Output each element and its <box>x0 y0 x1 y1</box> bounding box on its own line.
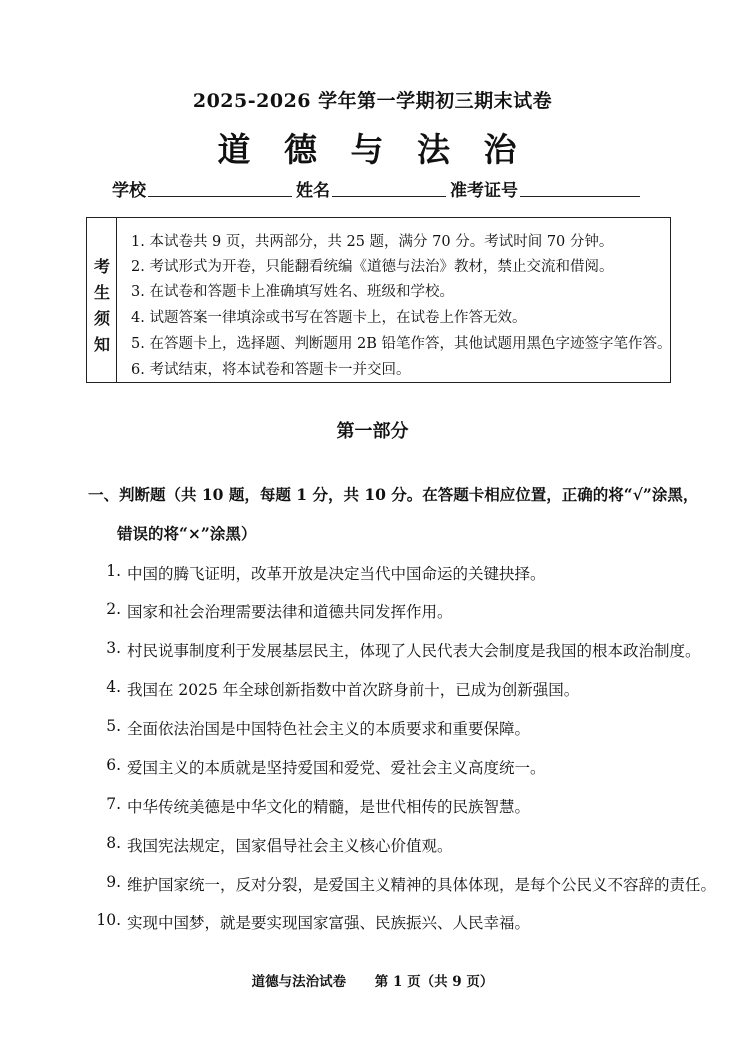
question-text: 我国宪法规定，国家倡导社会主义核心价值观。 <box>127 837 453 855</box>
name-label: 姓名 <box>296 181 330 201</box>
notice-item: 3. 在试卷和答题卡上准确填写姓名、班级和学校。 <box>131 284 454 300</box>
question-item <box>106 756 546 778</box>
question-instruction: 一、判断题（共 10 题，每题 1 分，共 10 分。在答题卡相应位置，正确的将“√”涂黑， <box>88 485 699 504</box>
school-blank[interactable] <box>148 196 292 197</box>
question-number: 2. <box>106 600 121 618</box>
question-text: 国家和社会治理需要法律和道德共同发挥作用。 <box>127 603 453 621</box>
question-number: 9. <box>106 873 121 891</box>
notice-item: 4. 试题答案一律填涂或书写在答题卡上，在试卷上作答无效。 <box>131 310 527 326</box>
exam-title: 2025-2026 学年第一学期初三期末试卷 <box>192 90 553 112</box>
exam-id-label: 准考证号 <box>450 181 518 201</box>
question-number: 8. <box>106 834 121 852</box>
footer-page-number: 第 1 页（共 9 页） <box>374 974 494 990</box>
question-number: 5. <box>106 717 121 735</box>
notice-item: 1. 本试卷共 9 页，共两部分，共 25 题，满分 70 分。考试时间 70 分钟。 <box>131 234 614 250</box>
question-number: 3. <box>106 639 121 657</box>
question-text: 维护国家统一，反对分裂，是爱国主义精神的具体体现，是每个公民义不容辞的责任。 <box>127 876 717 894</box>
subject-title: 道 德 与 法 治 <box>217 130 528 169</box>
page-footer <box>0 970 745 990</box>
student-info-row <box>112 176 672 201</box>
notice-heading-char: 知 <box>93 335 110 354</box>
question-item <box>106 562 546 584</box>
question-text: 我国在 2025 年全球创新指数中首次跻身前十，已成为创新强国。 <box>127 681 580 699</box>
question-number: 7. <box>106 795 121 813</box>
notice-box <box>86 217 671 383</box>
question-number: 1. <box>106 562 121 580</box>
name-blank[interactable] <box>332 196 446 197</box>
section-title: 第一部分 <box>336 421 409 442</box>
question-item <box>106 717 531 739</box>
notice-heading-char: 考 <box>93 257 110 276</box>
notice-item: 2. 考试形式为开卷，只能翻看统编《道德与法治》教材，禁止交流和借阅。 <box>131 259 614 275</box>
school-label: 学校 <box>112 181 146 201</box>
notice-item: 5. 在答题卡上，选择题、判断题用 2B 铅笔作答，其他试题用黑色字迹签字笔作答。 <box>131 336 672 352</box>
notice-heading-char: 须 <box>93 309 110 328</box>
question-item <box>106 600 453 622</box>
question-text: 中国的腾飞证明，改革开放是决定当代中国命运的关键抉择。 <box>127 565 546 583</box>
question-item <box>106 678 580 700</box>
question-item <box>96 911 531 933</box>
footer-subject: 道德与法治试卷 <box>251 974 347 990</box>
question-instruction-continued: 错误的将“×”涂黑） <box>117 524 257 543</box>
question-text: 村民说事制度利于发展基层民主，体现了人民代表大会制度是我国的根本政治制度。 <box>127 642 701 660</box>
question-number: 6. <box>106 756 121 774</box>
question-text: 爱国主义的本质就是坚持爱国和爱党、爱社会主义高度统一。 <box>127 759 546 777</box>
exam-id-blank[interactable] <box>520 196 640 197</box>
question-item <box>106 834 453 856</box>
question-text: 全面依法治国是中国特色社会主义的本质要求和重要保障。 <box>127 720 531 738</box>
question-number: 4. <box>106 678 121 696</box>
question-item <box>106 639 701 661</box>
question-item <box>106 795 531 817</box>
notice-heading-char: 生 <box>93 283 110 302</box>
question-number: 10. <box>96 911 121 929</box>
notice-heading <box>87 218 117 382</box>
question-text: 中华传统美德是中华文化的精髓，是世代相传的民族智慧。 <box>127 798 531 816</box>
question-text: 实现中国梦，就是要实现国家富强、民族振兴、人民幸福。 <box>127 914 531 932</box>
question-item <box>106 873 717 895</box>
notice-item: 6. 考试结束，将本试卷和答题卡一并交回。 <box>131 362 411 378</box>
